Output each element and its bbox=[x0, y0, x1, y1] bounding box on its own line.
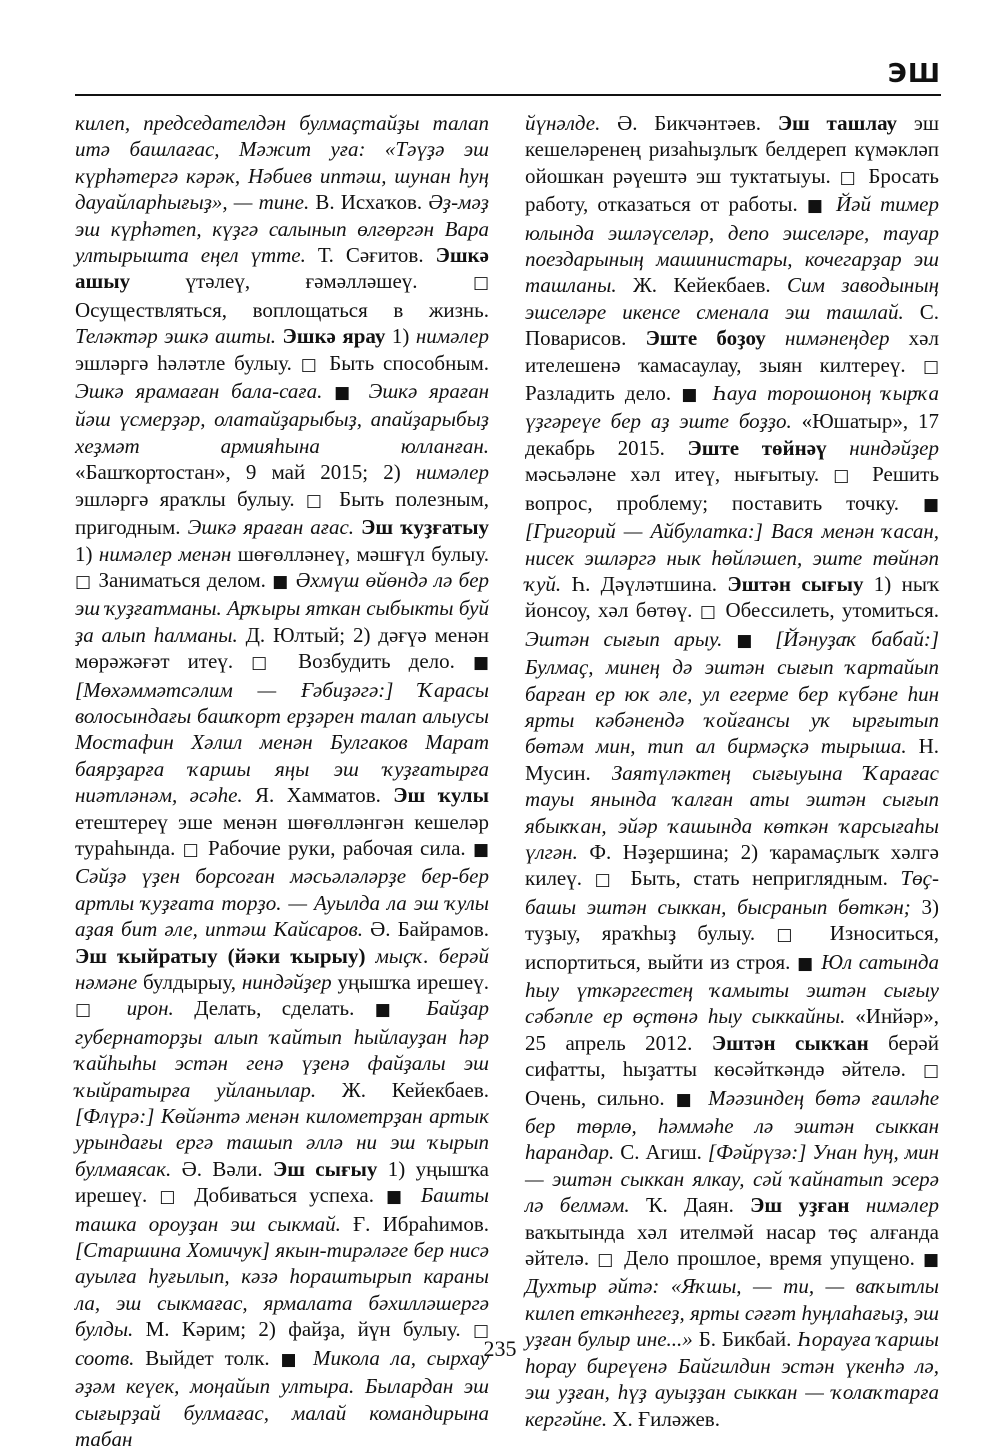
example-marker: ■ bbox=[374, 1000, 406, 1021]
header-rule bbox=[75, 94, 941, 96]
example-text: нимәлер bbox=[415, 460, 489, 485]
example-text: [Мөхәммәтсәлим — Ғәбиҙәгә:] Ҡарасы волосындағы башҡорт ерҙәрен талап алыусы Мостафин Хәлил менән Булгаков Марат баярҙарға ҡаршы яңы эш ҡуҙғатырға ниәтләнәм, әсәһе. bbox=[75, 677, 489, 808]
headword-entry: Эш ҡулы bbox=[393, 783, 489, 808]
example-text: Юл сатында һыу үткәргестең ҡамыты эштән сығыу сәбәпле ер өҫтөнә һыу сыккайны. bbox=[525, 949, 940, 1029]
headword-entry: Эште боҙоу bbox=[645, 326, 766, 351]
example-marker: ■ bbox=[736, 630, 762, 651]
example-text: Һауа торошоноң ҡырҡа үҙгәреүе бер аҙ эште боҙҙо. bbox=[525, 381, 939, 434]
definition-text: Заниматься делом. bbox=[92, 567, 273, 592]
example-text: Микола ла, сырхау әҙәм кеүек, моңайып ултыра. Былардан эш сығырҙай булмағас, малай командирына табан bbox=[75, 1345, 490, 1451]
translation-marker: □ bbox=[251, 653, 281, 674]
running-header bbox=[75, 56, 941, 92]
example-text: килеп, председателдән булмаҫтайҙы талап итә башлағас, Мәжит уға: «Тәүҙә эш күрһәтергә кәрәк, Нәбиев иптәш, шунан һуң дауайларһығыҙ», — тине. bbox=[75, 111, 489, 215]
source-text: Т. Сәғитов. bbox=[305, 243, 436, 268]
definition-text: Быть полезным, пригодным. bbox=[75, 486, 490, 540]
definition-text: Обессилеть, утомиться. bbox=[718, 598, 939, 623]
example-marker: ■ bbox=[922, 1250, 940, 1271]
definition-text bbox=[722, 627, 736, 651]
definition-text: 3) туҙыу, яраҡһыҙ булыу. bbox=[525, 894, 940, 946]
example-marker: ■ bbox=[272, 571, 290, 592]
source-text: «Инйәр», 25 апрель 2012. bbox=[525, 1004, 939, 1055]
headword-entry: Эш уҙған bbox=[750, 1193, 850, 1218]
example-text: Теләктәр эшкә ашты. bbox=[75, 324, 276, 349]
right-column-text bbox=[525, 110, 939, 1432]
example-text: ирон. bbox=[126, 996, 174, 1021]
source-text: «Башҡортостан», 9 май 2015; 2) bbox=[75, 460, 416, 485]
example-marker: ■ bbox=[675, 1089, 698, 1110]
source-text: С. Поварисов. bbox=[525, 299, 939, 351]
example-text: Байҙар губернаторҙы алып ҡайтып һыйлауҙан һәр ҡайһыһы эстән генә үҙенә файҙалы эш ҡыйратырға уйланылар. bbox=[75, 996, 489, 1102]
source-text: Н. Мусин. bbox=[525, 734, 939, 785]
definition-text: етештереү эше менән шөғөлләнгән кешеләр тураһында. bbox=[75, 809, 489, 860]
source-text: Ж. Кейекбаев. bbox=[316, 1077, 489, 1102]
source-text: Ә. Вәли. bbox=[171, 1156, 273, 1181]
translation-marker: □ bbox=[594, 870, 618, 891]
translation-marker: □ bbox=[839, 167, 860, 188]
definition-text: 1) ныҡ йонсоу, хәл бөтөү. bbox=[525, 571, 939, 623]
definition-text bbox=[827, 436, 850, 460]
definition-text: уңышҡа ирешеү. bbox=[331, 970, 489, 994]
definition-text bbox=[365, 944, 375, 968]
definition-text: Быть, стать неприглядным. bbox=[617, 866, 901, 891]
example-text: Сим заводының эшселәре икенсе сменала эш ташлай. bbox=[525, 273, 939, 324]
source-text: В. Исхаҡов. bbox=[309, 190, 429, 215]
left-column bbox=[75, 110, 489, 1452]
source-text: Ғ. Ибраһимов. bbox=[340, 1211, 489, 1236]
example-text: Эшкә яраған йәш үсмерҙәр, олатайҙарыбыҙ, апайҙарыбыҙ хеҙмәт армияһына юлланған. bbox=[75, 379, 489, 458]
headword-entry: Эш ташлау bbox=[777, 111, 898, 135]
definition-text: хәл ителешенә ҡамасаулау, зыян килтереү. bbox=[525, 326, 939, 377]
headword-entry: Эш ҡыйратыу (йәки ҡырыу) bbox=[75, 943, 366, 968]
example-text: ниндәйҙер bbox=[241, 970, 332, 994]
example-text: Эшкә яраған ағас. bbox=[187, 515, 355, 540]
example-marker: ■ bbox=[386, 1187, 409, 1208]
definition-text: эшләргә һәләтле булыу. bbox=[75, 350, 301, 375]
source-text: Д. Юлтый; 2) дәғүә менән мөрәжәғәт итеү. bbox=[75, 622, 489, 674]
example-marker: ■ bbox=[922, 494, 939, 515]
example-marker: ■ bbox=[797, 953, 815, 974]
definition-text: 1) bbox=[75, 541, 99, 566]
translation-marker: □ bbox=[776, 925, 809, 946]
example-text: Эшкә ярамаған бала-саға. bbox=[75, 379, 323, 404]
source-text: Ә. Байрамов. bbox=[363, 917, 489, 942]
example-marker: ■ bbox=[681, 385, 703, 406]
source-text: Я. Хамматов. bbox=[242, 783, 394, 808]
translation-marker: □ bbox=[182, 839, 201, 860]
translation-marker: □ bbox=[305, 490, 328, 511]
source-text: Һ. Дәүләтшина. bbox=[561, 571, 728, 596]
example-text: мыҫҡ. берәй нәмәне bbox=[75, 943, 489, 994]
translation-marker: □ bbox=[300, 354, 321, 375]
definition-text: Добиваться успеха. bbox=[182, 1183, 387, 1208]
example-text: Һорауға ҡаршы һорау биреүенә Байгилдин эстән үкенһә лә, эш уҙған, һүҙ ауыҙҙан сыккан — ҡолаҡтарға кергәйне. bbox=[525, 1327, 939, 1431]
definition-text: Бросать работу, отказаться от работы. bbox=[525, 163, 940, 217]
example-marker: ■ bbox=[806, 196, 827, 217]
source-text: Б. Бикбай. bbox=[692, 1327, 798, 1352]
example-text: Әхмүш өйөндә лә бер эш ҡуҙғатманы. Арҡыры яткан сыбыкты буй ҙа алып һалманы. bbox=[75, 567, 490, 647]
example-marker: ■ bbox=[472, 839, 490, 860]
example-text: Башты ташка ороуҙан эш сыкмай. bbox=[75, 1183, 490, 1236]
definition-text: 1) bbox=[385, 324, 416, 349]
example-text: Сәйҙә үҙен борсоған мәсьәләләрҙе бер-бер артлы ҡуҙғата торҙо. — Ауылда ла эш ҡулы аҙая бит әле, иптәш Кайсаров. bbox=[75, 864, 489, 942]
example-text: Эштән сығып арыу. bbox=[525, 626, 723, 651]
headword-entry: Эштән сығыу bbox=[727, 571, 864, 596]
example-text: Духтыр әйтә: «Яҡшы, — ти, — ваҡытлы килеп еткәнһегеҙ, ярты сәғәт һуңлаһағыҙ, эш уҙған булыр ине...» bbox=[525, 1274, 939, 1352]
definition-text: берәй сифатты, һыҙатты көсәйткәндә әйтелә. bbox=[525, 1030, 939, 1082]
definition-text: Выйдет толк. bbox=[134, 1345, 281, 1370]
source-text: С. Агиш. bbox=[614, 1140, 708, 1165]
example-text: нимәнеңдер bbox=[784, 326, 890, 351]
translation-marker: □ bbox=[833, 466, 859, 487]
translation-marker: □ bbox=[922, 1061, 939, 1082]
translation-marker: □ bbox=[699, 602, 719, 623]
left-column-text bbox=[75, 110, 489, 1452]
definition-text bbox=[106, 996, 126, 1020]
translation-marker: □ bbox=[75, 571, 93, 592]
example-text: [Григорий — Айбулатка:] Вася менән ҡасан, нисек эшләргә нык һөйләшеп, эште төйнәп ҡуй. bbox=[525, 519, 939, 596]
example-text: нимәлер bbox=[865, 1193, 939, 1218]
source-text: Ж. Кейекбаев. bbox=[616, 273, 788, 298]
definition-text: Очень, сильно. bbox=[525, 1085, 676, 1110]
source-text: М. Кәрим; 2) файҙа, йүн булыу. bbox=[133, 1317, 473, 1342]
source-text: Ҡ. Даян. bbox=[629, 1193, 751, 1218]
translation-marker: □ bbox=[159, 1187, 183, 1208]
example-text: Төҫ-башы эштән сыккан, бысранып бөткән; bbox=[525, 866, 939, 919]
example-text: [Старшина Хомичук] якын-тирәләге бер нисә ауылға һуғылып, кәзә һораштырып караны ла, эш сыкмағас, ярмалата бәхилләшергә булды. bbox=[75, 1238, 489, 1342]
example-text: Йәй тимер юлында эшләүселәр, депо эшселәре, тауар поездарының машинистары, кочегарҙар эш ташланы. bbox=[525, 192, 940, 298]
definition-text: Решить вопрос, проблему; поставить точку. bbox=[525, 462, 940, 515]
definition-text: ваҡытында хәл ителмәй насар төҫ алғанда әйтелә. bbox=[525, 1219, 939, 1271]
source-text: Ә. Бикчәнтәев. bbox=[600, 111, 778, 135]
example-text: Заятүләктең сығыуына Ҡарағас тауы янында ҡалған аты эштән сығып ябыкҡан, эйәр ҡашында көткән ҡарсығаһы үлгән. bbox=[525, 760, 939, 864]
definition-text: Разладить дело. bbox=[525, 381, 682, 406]
definition-text: Рабочие руки, рабочая сила. bbox=[200, 835, 473, 860]
definition-text: Быть способным. bbox=[320, 350, 489, 375]
headword-entry: Эштән сыкҡан bbox=[711, 1030, 869, 1055]
headword-entry: Эш ҡуҙғатыу bbox=[361, 515, 489, 540]
definition-text: мәсьәләне хәл итеү, нығытыу. bbox=[525, 462, 834, 487]
source-text: Х. Ғиләжев. bbox=[607, 1406, 720, 1431]
example-marker: ■ bbox=[334, 383, 357, 404]
definition-text bbox=[766, 326, 785, 350]
definition-text: булдырыу, bbox=[137, 970, 242, 994]
example-text: [Флүрә:] Көйәнтә менән километрҙан артык урындағы ергә ташып әллә ни эш ҡырып булмаясак. bbox=[75, 1104, 489, 1181]
translation-marker: □ bbox=[472, 273, 489, 294]
definition-text: шөғөлләнеү, мәшғүл булыу. bbox=[231, 541, 489, 566]
source-text: Ф. Нәҙершина; 2) ҡарамаҫлыҡ хәлгә килеү. bbox=[525, 839, 939, 891]
headword-entry: Эш сығыу bbox=[272, 1156, 378, 1181]
headword-entry: Эште төйнәү bbox=[687, 435, 827, 460]
example-text: ниндәйҙер bbox=[849, 435, 939, 460]
translation-marker: □ bbox=[922, 356, 939, 377]
page-number: 235 bbox=[483, 1336, 517, 1361]
example-text: соотв. bbox=[75, 1345, 135, 1370]
definition-text: Осуществляться, воплощаться в жизнь. bbox=[75, 297, 489, 322]
definition-text: эш кешеләренең ризаһыҙлыҡ белдереп күмәкләп ойошкан рәүештә эш туктатыуы. bbox=[525, 111, 939, 188]
example-marker: ■ bbox=[280, 1349, 303, 1370]
definition-text: Делать, сделать. bbox=[173, 996, 375, 1021]
translation-marker: □ bbox=[75, 1000, 107, 1021]
definition-text: Возбудить дело. bbox=[280, 649, 473, 674]
example-text: [Фәйрүзә:] Унан һуң, мин — эштән сыккан ялкау, сәй ҡайнатып эсерә лә белмәм. bbox=[525, 1140, 939, 1218]
example-text: йүнәлде. bbox=[525, 111, 601, 135]
definition-text bbox=[850, 1193, 866, 1217]
definition-text: 1) уңышҡа ирешеү. bbox=[75, 1156, 489, 1208]
definition-text bbox=[322, 379, 334, 403]
running-headword: ЭШ bbox=[887, 59, 941, 89]
definition-text: үтәлеү, ғәмәлләшеү. bbox=[130, 269, 473, 294]
definition-text: эшләргә яраҡлы булыу. bbox=[75, 486, 306, 511]
example-text: Әҙ-мәҙ эш күрһәтеп, күҙгә салынып өлгөргән Вара ултырышта еңел үтте. bbox=[75, 190, 489, 268]
headword-entry: Эшкә ашыу bbox=[75, 243, 489, 294]
translation-marker: □ bbox=[597, 1250, 617, 1271]
source-text: «Юшатыр», 17 декабрь 2015. bbox=[525, 409, 939, 460]
example-text: [Йәнуҙаҡ бабай:] Булмаҫ, минең дә эштән сығып ҡартайып барған ер юк әле, ул егерме бер күбәне һин ярты кәбәнендә ҡойғансы уҡ ырғытып бөтәм мин, тип ал бирмәҫкә тырыша. bbox=[525, 626, 940, 759]
headword-entry: Эшкә ярау bbox=[282, 324, 386, 349]
example-text: Мәәзиндең бөтә ғаиләһе бер төрлө, һәммәһе лә эштән сыккан һарандар. bbox=[525, 1085, 940, 1165]
right-column bbox=[525, 110, 939, 1432]
definition-text: Износиться, испортиться, выйти из строя. bbox=[525, 921, 940, 974]
translation-marker: □ bbox=[472, 1321, 489, 1342]
example-marker: ■ bbox=[472, 653, 490, 674]
example-text: нимәлер менән bbox=[98, 541, 232, 566]
definition-text: Дело прошлое, время упущено. bbox=[616, 1246, 923, 1271]
example-text: нимәлер bbox=[415, 324, 490, 349]
